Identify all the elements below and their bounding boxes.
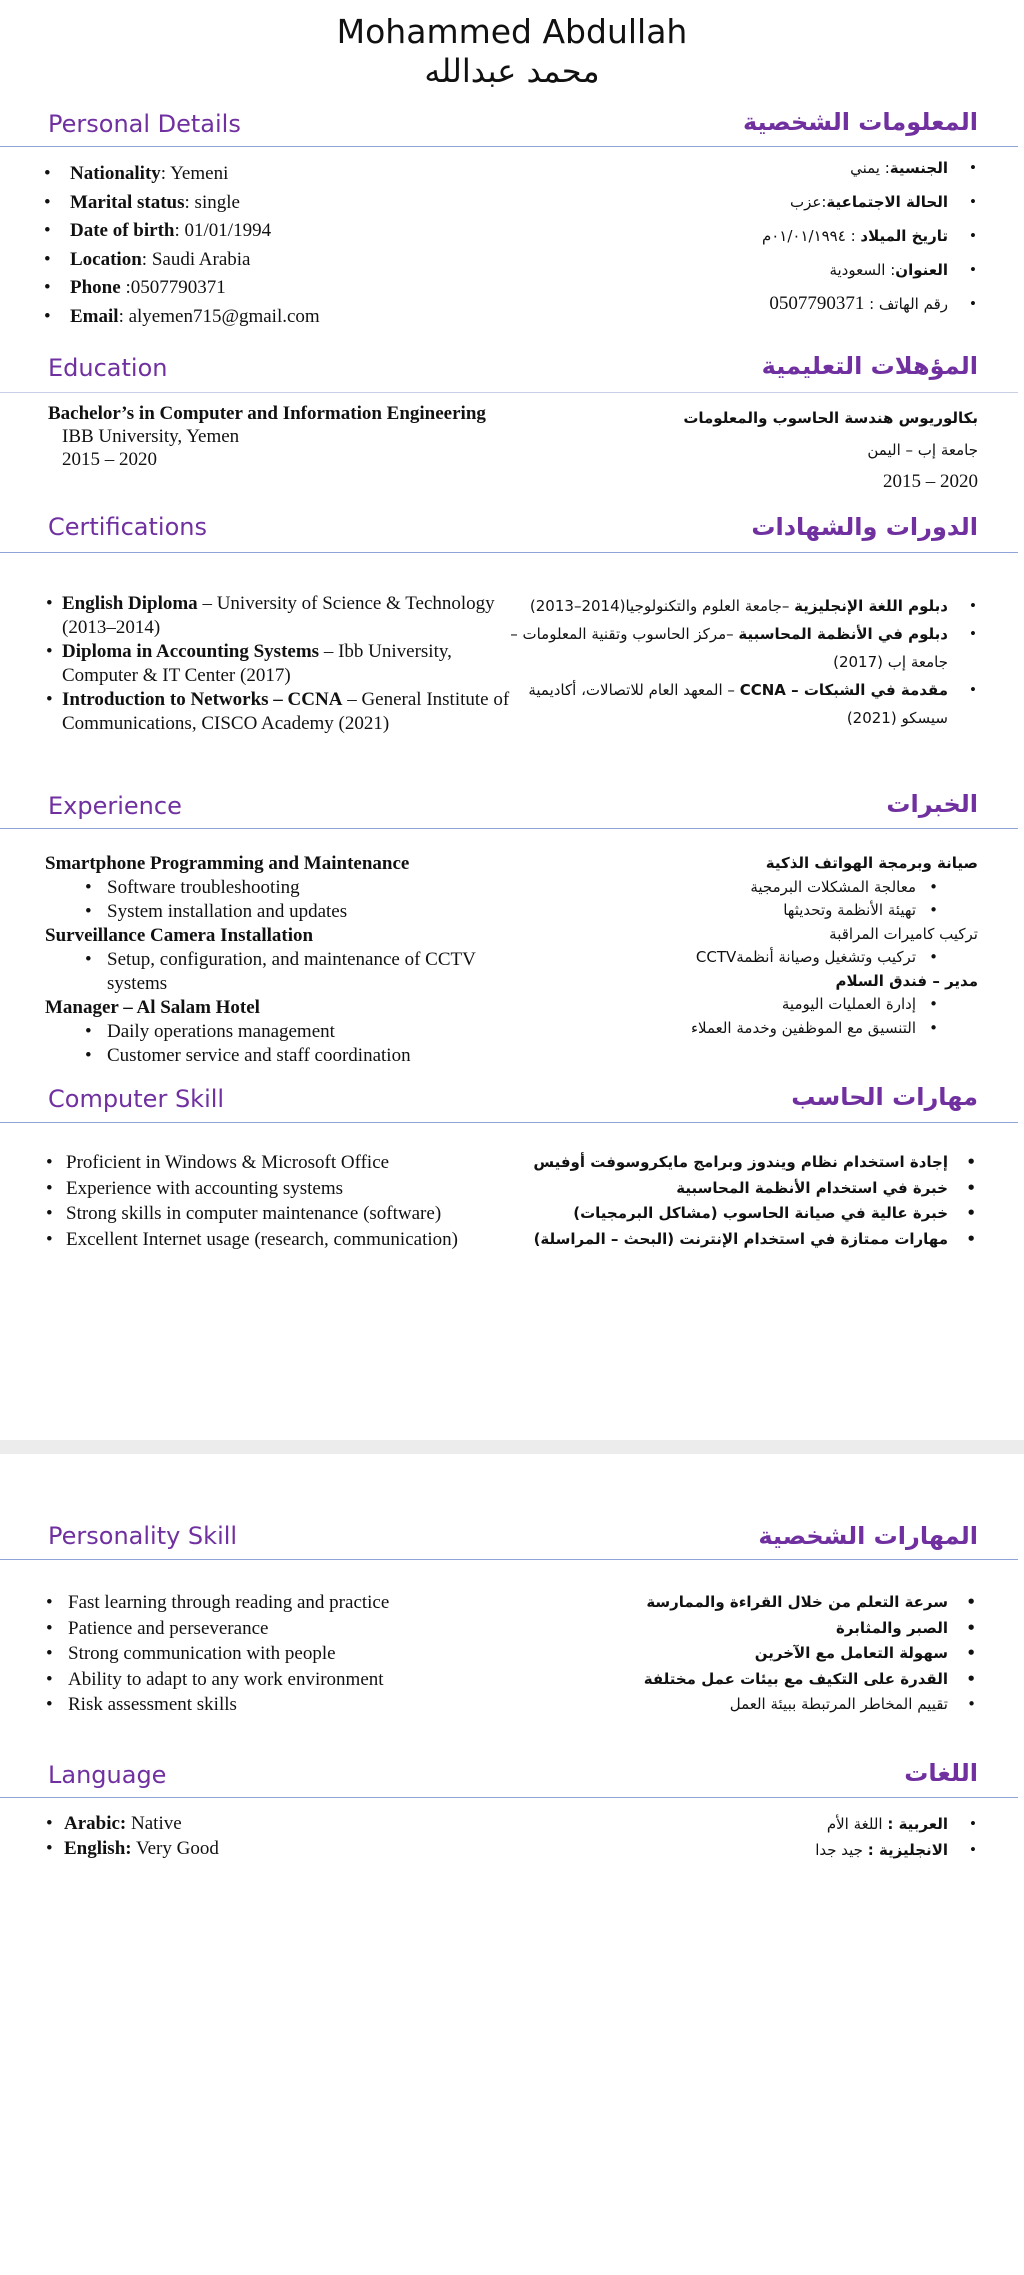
section-title-certifications-ar: الدورات والشهادات bbox=[751, 513, 978, 541]
section-title-experience-ar: الخبرات bbox=[886, 790, 978, 818]
list-item: • Excellent Internet usage (research, communication) bbox=[44, 1227, 524, 1253]
section-title-personality-skill: Personality Skill bbox=[48, 1522, 238, 1550]
certifications-list bbox=[44, 592, 522, 736]
job-title: صيانة وبرمجة الهواتف الذكية bbox=[765, 854, 978, 872]
list-item: • معالجة المشكلات البرمجية bbox=[548, 876, 978, 900]
section-divider bbox=[0, 146, 1018, 147]
list-item: • Experience with accounting systems bbox=[44, 1176, 524, 1202]
list-item: • خبرة عالية في صيانة الحاسوب (مشاكل البرمجيات) bbox=[508, 1201, 978, 1227]
section-divider bbox=[0, 1797, 1018, 1798]
experience-block-ar bbox=[548, 852, 978, 1040]
list-item: • رقم الهاتف : 0507790371 bbox=[578, 287, 978, 321]
list-item: • تاريخ الميلاد : ٠١/٠١/١٩٩٤م bbox=[578, 219, 978, 253]
list-item: • تقييم المخاطر المرتبطة ببيئة العمل bbox=[538, 1692, 978, 1718]
list-item: • Introduction to Networks – CCNA – General Institute of Communications, CISCO Academy (2021) bbox=[44, 688, 522, 736]
education-years-ar: 2015 – 2020 bbox=[883, 471, 978, 492]
list-item: • Diploma in Accounting Systems – Ibb University, Computer & IT Center (2017) bbox=[44, 640, 522, 688]
section-title-personality-skill-ar: المهارات الشخصية bbox=[758, 1522, 978, 1550]
section-title-certifications: Certifications bbox=[48, 513, 207, 541]
list-item: • Daily operations management bbox=[45, 1020, 515, 1044]
resume-page-2 bbox=[0, 1454, 1024, 2275]
section-divider bbox=[0, 1559, 1018, 1560]
list-item: • مهارات ممتازة في استخدام الإنترنت (البحث – المراسلة) bbox=[508, 1227, 978, 1253]
job-title: مدير – فندق السلام bbox=[835, 971, 978, 990]
list-item: • دبلوم في الأنظمة المحاسبية –مركز الحاسوب وتقنية المعلومات – جامعة إب (2017) bbox=[510, 620, 978, 676]
list-item: • إدارة العمليات اليومية bbox=[548, 993, 978, 1017]
list-item: • القدرة على التكيف مع بيئات عمل مختلفة bbox=[538, 1667, 978, 1693]
experience-block bbox=[45, 852, 515, 1068]
section-title-personal-details-ar: المعلومات الشخصية bbox=[742, 108, 978, 136]
list-item: • العربية : اللغة الأم bbox=[578, 1811, 978, 1837]
section-title-education-ar: المؤهلات التعليمية bbox=[761, 352, 978, 380]
list-item: • Strong skills in computer maintenance (software) bbox=[44, 1201, 524, 1227]
section-title-language-ar: اللغات bbox=[904, 1759, 978, 1787]
language-list-ar bbox=[578, 1811, 978, 1863]
job-title: تركيب كاميرات المراقبة bbox=[829, 924, 978, 943]
list-item: • Date of birth: 01/01/1994 bbox=[42, 217, 502, 246]
section-divider bbox=[0, 828, 1018, 829]
degree-ar: بكالوريوس هندسة الحاسوب والمعلومات bbox=[683, 409, 978, 427]
list-item: • Customer service and staff coordination bbox=[45, 1044, 515, 1068]
section-divider bbox=[0, 392, 1018, 393]
section-title-personal-details: Personal Details bbox=[48, 110, 241, 138]
list-item: • English: Very Good bbox=[44, 1836, 444, 1861]
personality-skills-list bbox=[44, 1590, 524, 1718]
name-english: Mohammed Abdullah bbox=[336, 12, 688, 51]
list-item: • Marital status: single bbox=[42, 189, 502, 218]
section-title-computer-skill: Computer Skill bbox=[48, 1085, 225, 1113]
job-title: Manager – Al Salam Hotel bbox=[45, 997, 260, 1018]
list-item: • إجادة استخدام نظام ويندوز وبرامج مايكروسوفت أوفيس bbox=[508, 1150, 978, 1176]
university-ar: جامعة إب – اليمن bbox=[867, 441, 978, 459]
education-block bbox=[48, 402, 568, 471]
name-arabic: محمد عبدالله bbox=[424, 52, 600, 90]
list-item: • Strong communication with people bbox=[44, 1641, 524, 1667]
section-title-computer-skill-ar: مهارات الحاسب bbox=[791, 1083, 978, 1111]
list-item: • الحالة الاجتماعية:عزب bbox=[578, 185, 978, 219]
list-item: • Proficient in Windows & Microsoft Office bbox=[44, 1150, 524, 1176]
list-item: • Patience and perseverance bbox=[44, 1616, 524, 1642]
job-title: Smartphone Programming and Maintenance bbox=[45, 853, 410, 874]
list-item: • Phone :0507790371 bbox=[42, 274, 502, 303]
list-item: • العنوان: السعودية bbox=[578, 253, 978, 287]
section-title-education: Education bbox=[48, 354, 168, 382]
certifications-list-ar bbox=[510, 592, 978, 732]
list-item: • الصبر والمثابرة bbox=[538, 1616, 978, 1642]
list-item: • سهولة التعامل مع الآخرين bbox=[538, 1641, 978, 1667]
list-item: • تهيئة الأنظمة وتحديثها bbox=[548, 899, 978, 923]
list-item: • التنسيق مع الموظفين وخدمة العملاء bbox=[548, 1017, 978, 1041]
education-years-en: 2015 – 2020 bbox=[62, 449, 157, 470]
list-item: • Ability to adapt to any work environment bbox=[44, 1667, 524, 1693]
personality-skills-list-ar bbox=[538, 1590, 978, 1718]
list-item: • تركيب وتشغيل وصيانة أنظمةCCTV bbox=[548, 946, 978, 970]
list-item: • English Diploma – University of Science & Technology (2013–2014) bbox=[44, 592, 522, 640]
section-divider bbox=[0, 1122, 1018, 1123]
list-item: • System installation and updates bbox=[45, 900, 515, 924]
computer-skills-list-ar bbox=[508, 1150, 978, 1252]
personal-details-list-ar bbox=[578, 151, 978, 321]
degree-en: Bachelor’s in Computer and Information Engineering bbox=[48, 403, 486, 424]
email-item: • Email: alyemen715@gmail.com bbox=[42, 303, 502, 332]
list-item: • سرعة التعلم من خلال القراءة والممارسة bbox=[538, 1590, 978, 1616]
section-title-experience: Experience bbox=[48, 792, 182, 820]
list-item: • Nationality: Yemeni bbox=[42, 160, 502, 189]
list-item: • مقدمة في الشبكات – CCNA – المعهد العام للاتصالات، أكاديمية سيسكو (2021) bbox=[510, 676, 978, 732]
list-item: • Setup, configuration, and maintenance of CCTV systems bbox=[45, 948, 515, 996]
language-list bbox=[44, 1811, 444, 1861]
list-item: • الجنسية: يمني bbox=[578, 151, 978, 185]
list-item: • Fast learning through reading and practice bbox=[44, 1590, 524, 1616]
job-title: Surveillance Camera Installation bbox=[45, 925, 314, 946]
section-divider bbox=[0, 552, 1018, 553]
university-en: IBB University, Yemen bbox=[62, 426, 240, 447]
computer-skills-list bbox=[44, 1150, 524, 1252]
education-block-ar bbox=[578, 402, 978, 498]
list-item: • Risk assessment skills bbox=[44, 1692, 524, 1718]
list-item: • Arabic: Native bbox=[44, 1811, 444, 1836]
page-separator bbox=[0, 1440, 1024, 1454]
list-item: • Location: Saudi Arabia bbox=[42, 246, 502, 275]
list-item: • الانجليزية : جيد جدا bbox=[578, 1837, 978, 1863]
personal-details-list bbox=[42, 160, 502, 331]
list-item: • خبرة في استخدام الأنظمة المحاسبية bbox=[508, 1176, 978, 1202]
list-item: • دبلوم اللغة الإنجليزية –جامعة العلوم والتكنولوجيا(2014–2013) bbox=[510, 592, 978, 620]
list-item: • Software troubleshooting bbox=[45, 876, 515, 900]
section-title-language: Language bbox=[48, 1761, 167, 1789]
